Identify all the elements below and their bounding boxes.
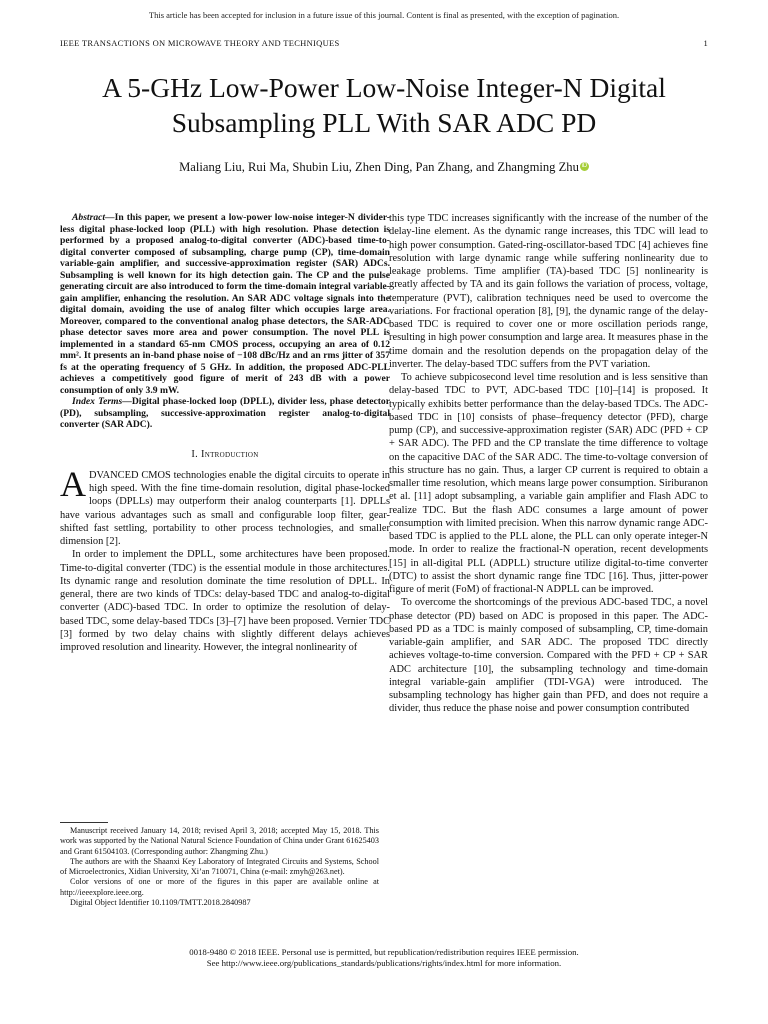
running-head <box>60 38 708 48</box>
index-terms-label: Index Terms— <box>72 396 132 407</box>
copyright-footer <box>0 947 768 969</box>
journal-name: IEEE TRANSACTIONS ON MICROWAVE THEORY AND TECHNIQUES <box>60 38 340 48</box>
section-heading <box>60 448 390 461</box>
title-line-2: Subsampling PLL With SAR ADC PD <box>171 107 597 138</box>
footnote-manuscript: Manuscript received January 14, 2018; revised April 3, 2018; accepted May 15, 2018. This work was supported by the National Natural Science Foundation of China under Grant 61625403 and Grant 61504103. (Corresponding author: Zhangming Zhu.) <box>60 826 379 856</box>
copyright-line-2: See http://www.ieee.org/publications_standards/publications/rights/index.html for more information. <box>206 958 562 968</box>
author-names: Maliang Liu, Rui Ma, Shubin Liu, Zhen Ding, Pan Zhang, and Zhangming Zhu <box>179 160 579 174</box>
title-line-1: A 5-GHz Low-Power Low-Noise Integer-N Digital <box>102 72 666 103</box>
intro-paragraph-2: In order to implement the DPLL, some architectures have been proposed. Time-to-digital converter (TDC) is the essential module in those architectures. Its dynamic range and resolution dominate the time resolution of DPLL. In general, there are two kinds of TDCs: delay-based TDC and analog-to-digital converter (ADC)-based TDC. In order to optimize the resolution of delay-based TDC, some delay-based TDCs [3]–[7] have been proposed. Vernier TDC [3] formed by two delay chains with slightly different delays achieves improved resolution and linearity. However, the integral nonlinearity of <box>60 549 390 653</box>
paper-title <box>40 70 728 140</box>
section-number: I. <box>191 448 201 460</box>
footnote-doi: Digital Object Identifier 10.1109/TMTT.2018.2840987 <box>70 898 251 908</box>
intro-paragraph-1 <box>60 463 390 549</box>
left-column <box>60 212 390 654</box>
footnote-color: Color versions of one or more of the figures in this paper are available online at http://ieeexplore.ieee.org. <box>60 877 379 897</box>
right-column <box>389 212 708 716</box>
acceptance-notice: This article has been accepted for inclusion in a future issue of this journal. Content is final as presented, with the exception of pagination. <box>148 10 620 20</box>
copyright-line-1: 0018-9480 © 2018 IEEE. Personal use is permitted, but republication/redistribution requires IEEE permission. <box>189 947 579 957</box>
section-title: Introduction <box>200 448 259 460</box>
right-paragraph-2: To achieve subpicosecond level time resolution and is less sensitive than delay-based TDC to PVT, ADC-based TDC [10]–[14] is proposed. It typically exhibits better performance than the delay-based TDCs. The ADC-based TDC in [10] consists of phase–frequency detector (PFD), charge pump (CP), and successive-approximation register (SAR) ADC (PFD + CP + SAR ADC). The PFD and the CP translate the time difference to voltage on the capacitive DAC of the SAR ADC. The time-to-voltage conversion of this structure has no gain. Thus, a larger CP current is required to obtain a smaller time resolution, which means large power consumption. Siriburanon et al. [11] adopt subsampling, a variable gain amplifier and Flash ADC to realize TDC. But the flash ADC consumes a large amount of power consumption with limited precision. When this narrow dynamic range ADC-based TDC is applied to the PLL alone, the PLL can only operate integer-N mode. In order to realize the fractional-N operation, recent developments [15] in all-digital PLL (ADPLL) structure utilize digital-to-time converter (DTC) to assist the short dynamic range fine TDC [16]. Thus, jitter-power figure of merit (FoM) of fractional-N ADPLL can be improved. <box>389 372 708 595</box>
abstract-label: Abstract— <box>72 212 115 223</box>
intro-paragraph-1-text: DVANCED CMOS technologies enable the digital circuits to operate in high speed. With the fine time-domain resolution, digital phase-locked loops (DPLLs) may outperform their analog counterparts [1]. DPLLs have various advantages such as small and configurable loop filter, gear-shifted fast settling, portability to other process technologies, and smaller dimension [2]. <box>60 469 390 547</box>
right-paragraph-3: To overcome the shortcomings of the previous ADC-based TDC, a novel phase detector (PD) based on ADC is proposed in this paper. The ADC-based PD as a TDC is mainly composed of subsampling, CP, time-domain variable-gain amplifier, and SAR ADC. The proposed TDC directly achieves voltage-to-time conversion. Compared with the PFD + CP + SAR ADC architecture [10], the subsampling technology and time-domain integral variable-gain amplifier (TDI-VGA) were introduced. The subsampling technology has higher gain than PFD, and does not require a divider, thus reduce the phase noise and power consumption contributed <box>389 597 708 715</box>
drop-cap: A <box>60 463 86 504</box>
author-list <box>40 160 728 175</box>
index-terms-text: Digital phase-locked loop (DPLL), divider less, phase detector (PD), subsampling, successive-approximation register analog-to-digital converter (SAR ADC). <box>60 396 390 430</box>
right-paragraph-1: this type TDC increases significantly with the increase of the number of the delay-line element. As the dynamic range increases, this TDC will lead to high power consumption. Gated-ring-oscillator-based TDC [4] achieves fine resolution with large dynamic range while suffering nonlinearity due to leakage problems. Time amplifier (TA)-based TDC [5] nonlinearity is greatly affected by TA and its gain follows the variation of process, voltage, temperature (PVT), calibration techniques need be used to overcome the variations. For fractional operation [8], [9], the dynamic range of the delay-based TDC is required to cover one or more oscillation periods range, resulting in high power consumption and large area. It measures phase in the time domain and the resolution depends on the propagation delay of the inverter. The delay-based TDC suffers from the PVT variation. <box>389 213 708 370</box>
index-terms <box>60 396 390 431</box>
abstract <box>60 212 390 396</box>
footnote-divider <box>60 822 108 823</box>
abstract-text: In this paper, we present a low-power low-noise integer-N divider-less digital phase-locked loop (PLL) with high resolution. Phase detection is performed by a proposed analog-to-digital converter (ADC)-based time-to-digital converter composed of subsampling, charge pump (CP), time-domain variable-gain amplifier, and successive-approximation register (SAR) ADCs. Subsampling is well known for its high detection gain. The CP and the pulse generating circuit are also introduced to form the time-domain integral variable-gain amplifier, enhancing the resolution. An SAR ADC voltage signals into the digital domain, avoiding the use of analog filter which occupies large area. Moreover, compared to the conventional analog phase detectors, the SAR-ADC phase detector saves more area and power consumption. The novel PLL is implemented in a standard 65-nm CMOS process, occupying an area of 0.12 mm². It presents an in-band phase noise of −108 dBc/Hz and an rms jitter of 357 fs at the operating frequency of 5 GHz. In addition, the proposed ADC-PLL achieves a competitively good figure of merit of 243 dB with a power consumption of only 3.9 mW. <box>60 212 390 396</box>
footnotes <box>60 826 379 908</box>
orcid-icon[interactable]: iD <box>581 163 588 169</box>
page-number: 1 <box>703 38 708 48</box>
footnote-affiliation: The authors are with the Shaanxi Key Laboratory of Integrated Circuits and Systems, School of Microelectronics, Xidian University, Xi’an 710071, China (e-mail: zmyh@263.net). <box>60 856 379 877</box>
